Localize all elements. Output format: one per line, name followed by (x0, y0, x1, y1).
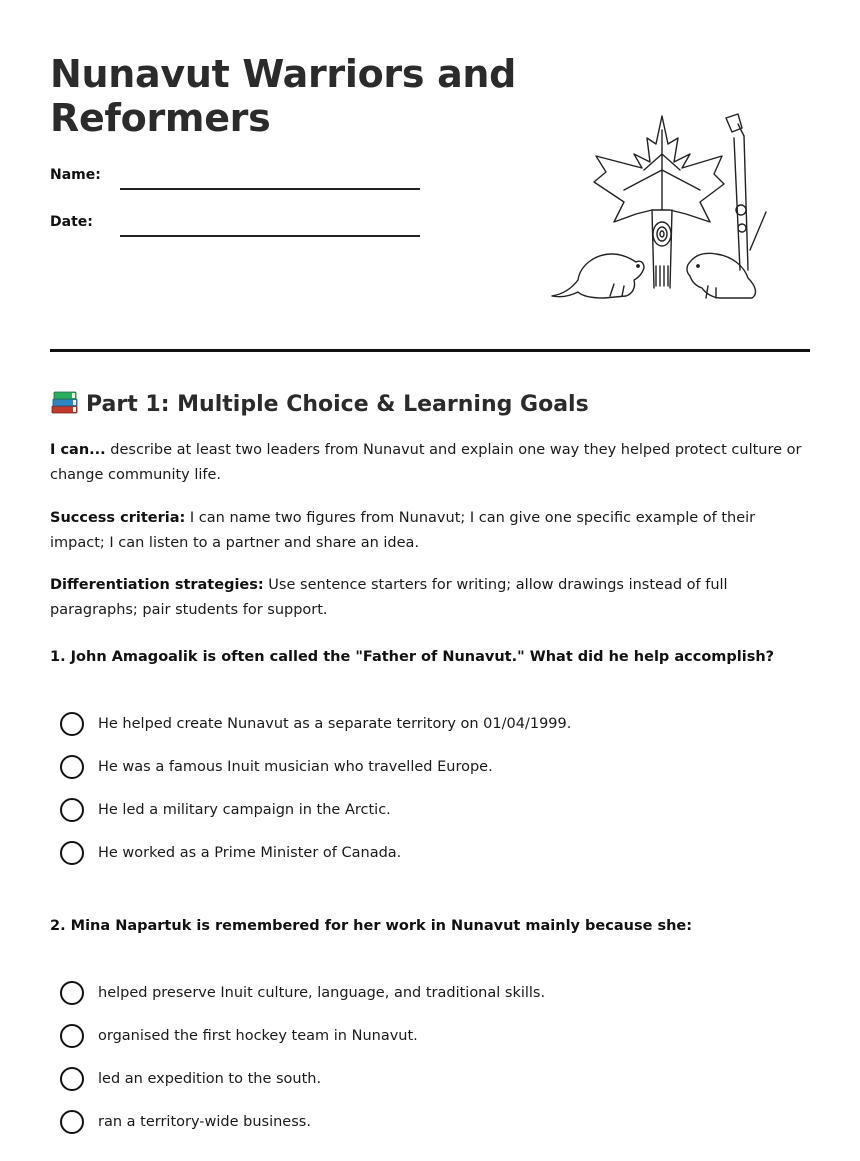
differentiation-paragraph (50, 573, 810, 623)
option-label: led an expedition to the south. (98, 1071, 322, 1087)
staff-icon (734, 136, 748, 270)
name-line[interactable] (120, 188, 420, 190)
option-label: He led a military campaign in the Arctic. (98, 802, 391, 818)
books-icon (50, 389, 80, 415)
option-label: ran a territory-wide business. (98, 1114, 311, 1130)
date-field (50, 214, 430, 238)
i-can-text: describe at least two leaders from Nunavut and explain one way they helped protect culture or change community life. (50, 442, 802, 483)
option-label: organised the first hockey team in Nunavut. (98, 1028, 418, 1044)
radio-button[interactable] (60, 798, 84, 822)
differentiation-label: Differentiation strategies: (50, 577, 264, 593)
success-criteria-label: Success criteria: (50, 510, 186, 526)
option-label: helped preserve Inuit culture, language, and traditional skills. (98, 985, 546, 1001)
question-2: 2. Mina Napartuk is remembered for her work in Nunavut mainly because she: (50, 918, 693, 934)
success-criteria-paragraph (50, 506, 810, 556)
name-label: Name: (50, 167, 101, 183)
option-label: He helped create Nunavut as a separate territory on 01/04/1999. (98, 716, 572, 732)
name-field (50, 167, 430, 191)
date-line[interactable] (120, 235, 420, 237)
differentiation-text: Use sentence starters for writing; allow drawings instead of full paragraphs; pair students for support. (50, 577, 728, 618)
success-criteria-text: I can name two figures from Nunavut; I can give one specific example of their impact; I can listen to a partner and share an idea. (50, 510, 756, 551)
part1-heading (50, 389, 589, 420)
i-can-paragraph (50, 438, 810, 488)
radio-button[interactable] (60, 755, 84, 779)
part1-title: Part 1: Multiple Choice & Learning Goals (86, 392, 589, 417)
radio-button[interactable] (60, 981, 84, 1005)
maple-leaf-totem-beavers-illustration (544, 110, 774, 306)
radio-button[interactable] (60, 1024, 84, 1048)
radio-button[interactable] (60, 841, 84, 865)
radio-button[interactable] (60, 712, 84, 736)
beaver-right-icon (687, 253, 755, 298)
i-can-label: I can... (50, 442, 106, 458)
question-1: 1. John Amagoalik is often called the "Father of Nunavut." What did he help accomplish? (50, 649, 775, 665)
radio-button[interactable] (60, 1067, 84, 1091)
maple-leaf-icon (594, 116, 724, 222)
page-title: Nunavut Warriors and Reformers (50, 52, 517, 140)
date-label: Date: (50, 214, 93, 230)
option-label: He worked as a Prime Minister of Canada. (98, 845, 402, 861)
option-label: He was a famous Inuit musician who travelled Europe. (98, 759, 493, 775)
beaver-left-icon (552, 254, 644, 298)
radio-button[interactable] (60, 1110, 84, 1134)
section-divider (50, 349, 810, 352)
